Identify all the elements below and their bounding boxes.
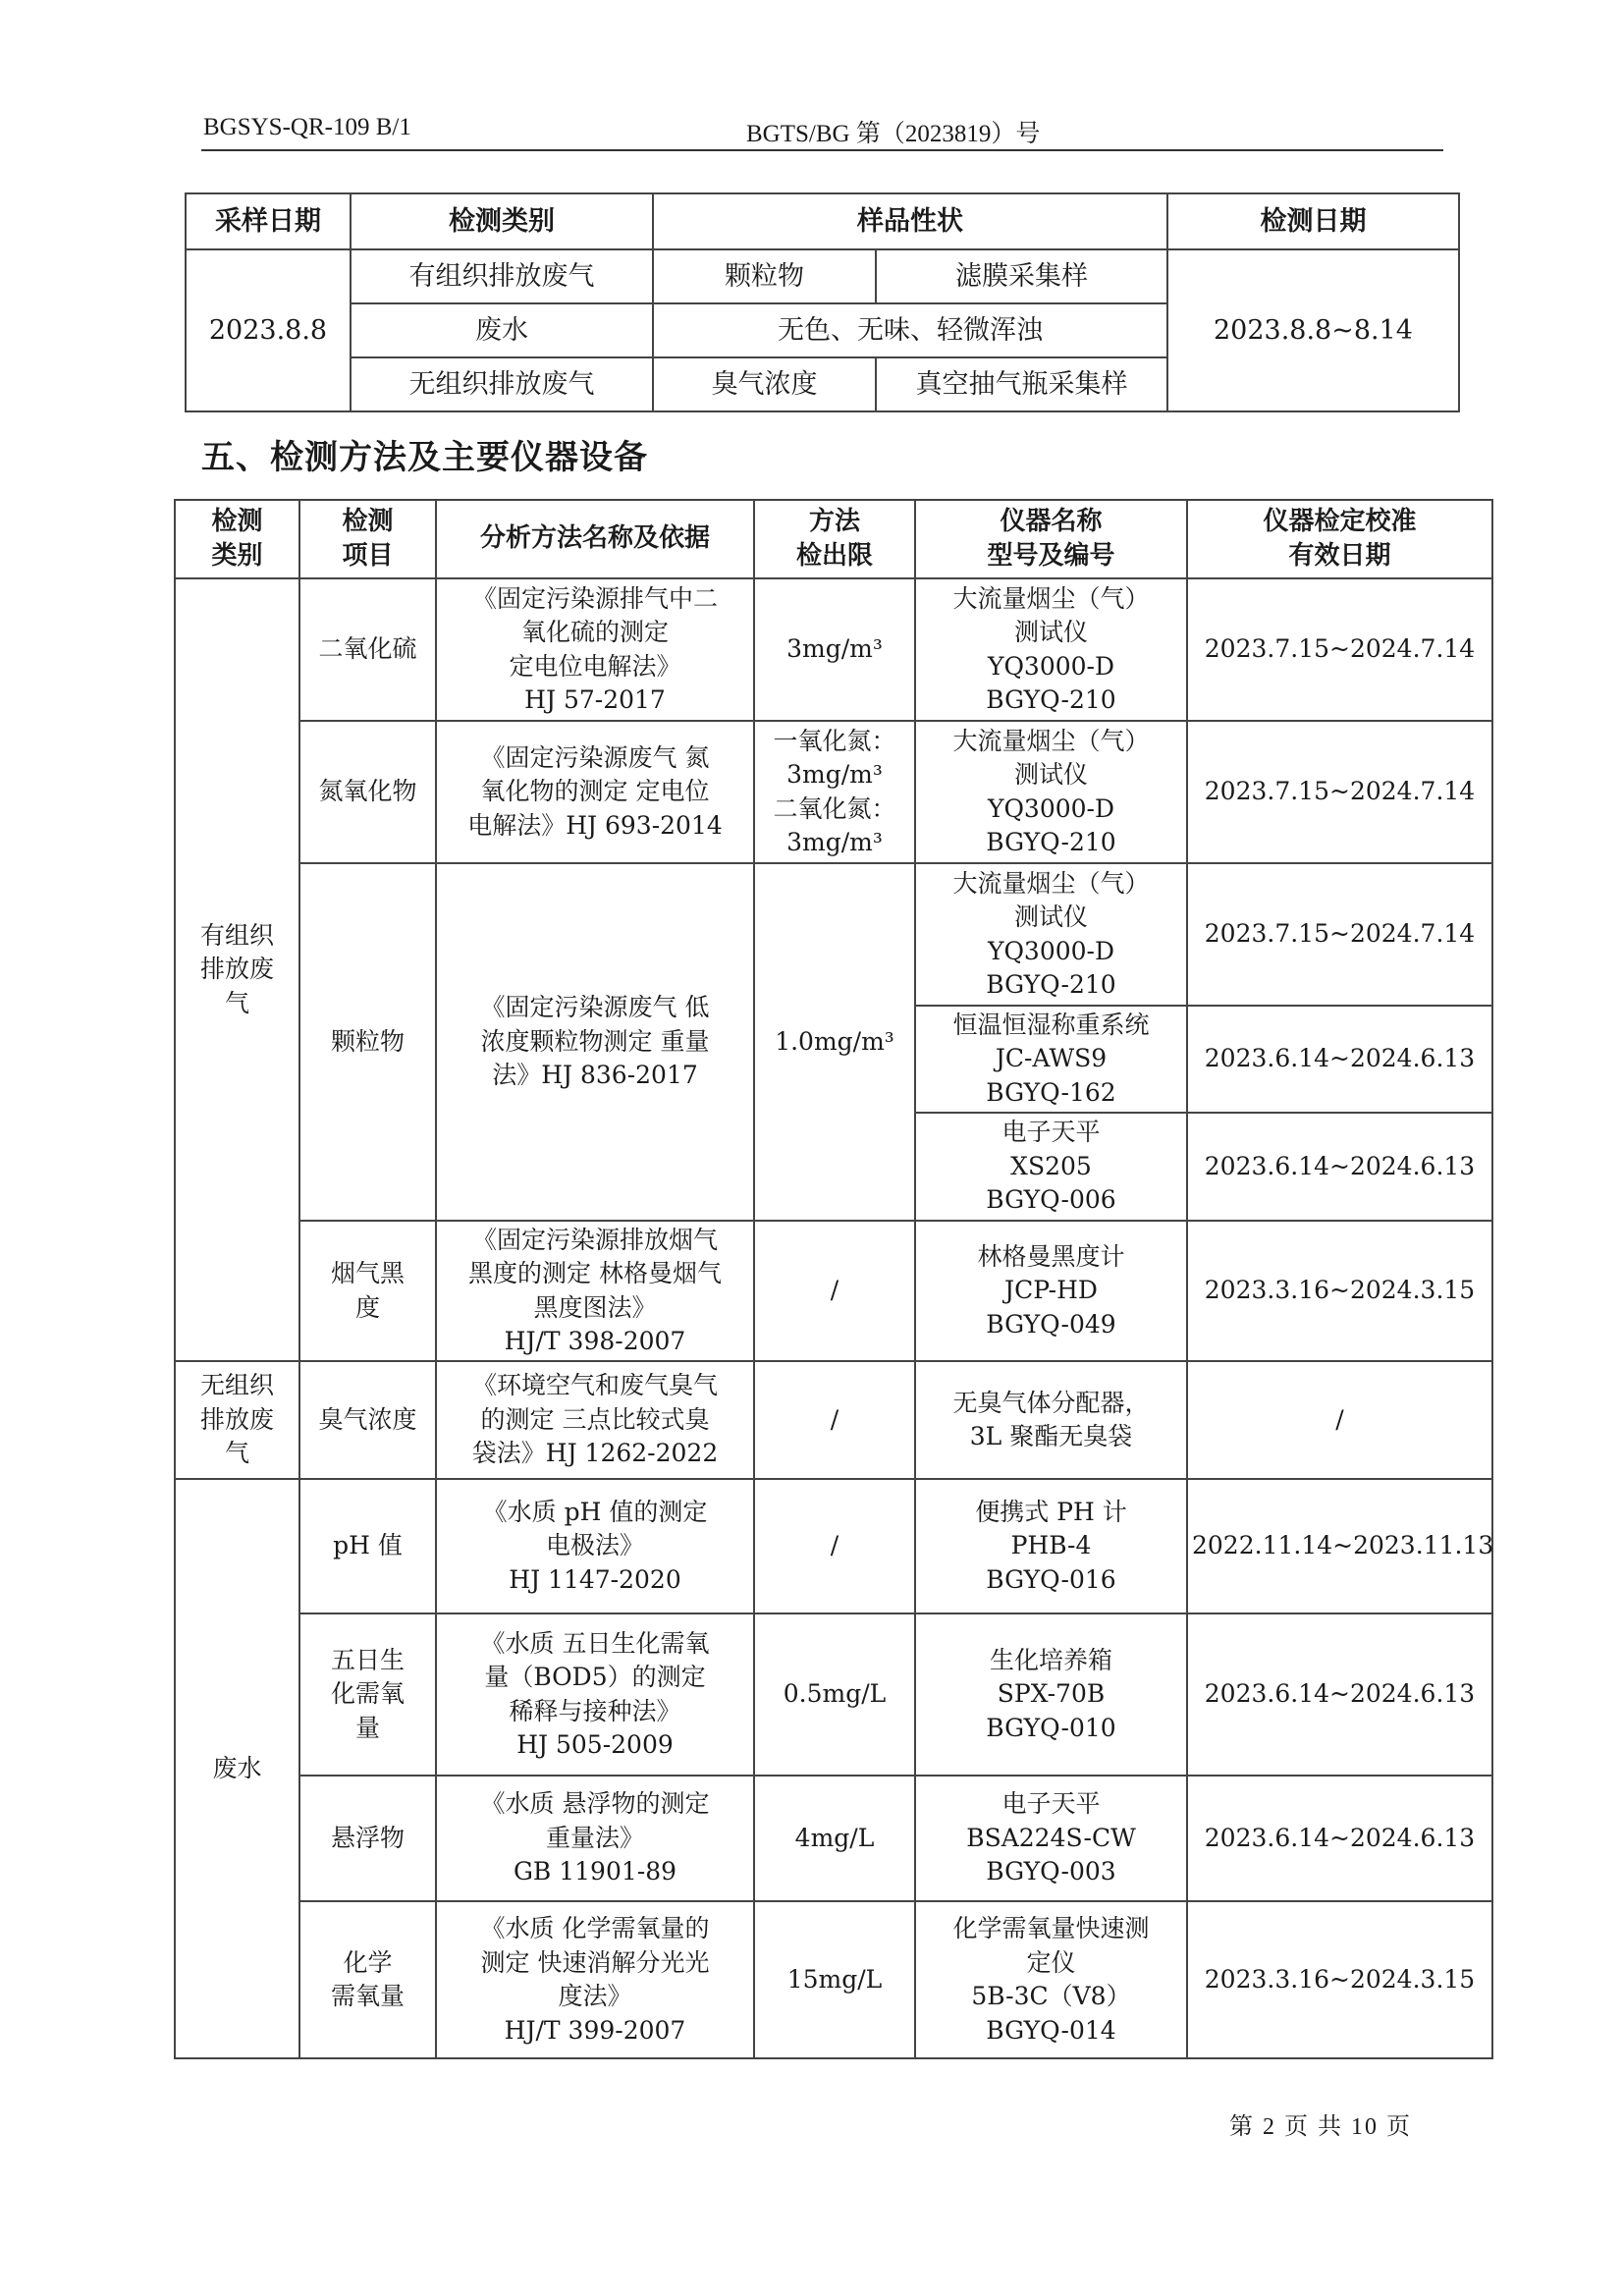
- table-row: [175, 1613, 1492, 1776]
- header-cell: 样品性状: [653, 193, 1167, 249]
- item-cell: pH 值: [299, 1479, 436, 1613]
- state-cell: 滤膜采集样: [876, 249, 1167, 303]
- sampling-table: [185, 192, 1460, 412]
- validity-cell: 2023.6.14~2024.6.13: [1187, 1776, 1492, 1901]
- header-cell: 采样日期: [186, 193, 351, 249]
- instrument-cell: 便携式 PH 计 PHB-4 BGYQ-016: [915, 1479, 1187, 1613]
- method-cell: 《水质 pH 值的测定 电极法》 HJ 1147-2020: [436, 1479, 754, 1613]
- table-row: [175, 721, 1492, 863]
- form-code: BGSYS-QR-109 B/1: [203, 114, 411, 140]
- instrument-cell: 大流量烟尘（气） 测试仪 YQ3000-D BGYQ-210: [915, 578, 1187, 721]
- item-cell: 二氧化硫: [299, 578, 436, 721]
- limit-cell: 3mg/m³: [754, 578, 915, 721]
- validity-cell: 2023.3.16~2024.3.15: [1187, 1901, 1492, 2058]
- limit-cell: /: [754, 1479, 915, 1613]
- instrument-cell: 无臭气体分配器， 3L 聚酯无臭袋: [915, 1361, 1187, 1479]
- header-cell: 仪器名称 型号及编号: [915, 500, 1187, 578]
- state-cell: 颗粒物: [653, 249, 876, 303]
- table-row: [175, 1221, 1492, 1361]
- limit-cell: /: [754, 1221, 915, 1361]
- header-cell: 方法 检出限: [754, 500, 915, 578]
- item-cell: 氮氧化物: [299, 721, 436, 863]
- method-cell: 《固定污染源排气中二 氧化硫的测定 定电位电解法》 HJ 57-2017: [436, 578, 754, 721]
- instrument-cell: 大流量烟尘（气） 测试仪 YQ3000-D BGYQ-210: [915, 863, 1187, 1006]
- table-row: [175, 578, 1492, 721]
- validity-cell: 2023.6.14~2024.6.13: [1187, 1613, 1492, 1776]
- section-title: 五、检测方法及主要仪器设备: [201, 438, 648, 477]
- instrument-cell: 大流量烟尘（气） 测试仪 YQ3000-D BGYQ-210: [915, 721, 1187, 863]
- sampling-date: 2023.8.8: [186, 249, 351, 411]
- method-cell: 《固定污染源废气 低 浓度颗粒物测定 重量 法》HJ 836-2017: [436, 863, 754, 1221]
- validity-cell: 2023.7.15~2024.7.14: [1187, 721, 1492, 863]
- table-header-row: [186, 193, 1459, 249]
- state-cell: 臭气浓度: [653, 357, 876, 411]
- item-cell: 烟气黑 度: [299, 1221, 436, 1361]
- state-cell: 无色、无味、轻微浑浊: [653, 303, 1167, 357]
- header-cell: 检测 项目: [299, 500, 436, 578]
- table-row: [175, 1361, 1492, 1479]
- instrument-cell: 电子天平 BSA224S-CW BGYQ-003: [915, 1776, 1187, 1901]
- instrument-cell: 电子天平 XS205 BGYQ-006: [915, 1113, 1187, 1221]
- table-row: [175, 863, 1492, 1006]
- limit-cell: 1.0mg/m³: [754, 863, 915, 1221]
- item-cell: 颗粒物: [299, 863, 436, 1221]
- methods-table: [174, 499, 1493, 2059]
- header-cell: 分析方法名称及依据: [436, 500, 754, 578]
- instrument-cell: 林格曼黑度计 JCP-HD BGYQ-049: [915, 1221, 1187, 1361]
- table-row: [175, 1776, 1492, 1901]
- method-cell: 《水质 化学需氧量的 测定 快速消解分光光 度法》 HJ/T 399-2007: [436, 1901, 754, 2058]
- page-header: [201, 110, 1443, 151]
- group-label: 废水: [175, 1479, 299, 2058]
- validity-cell: 2023.3.16~2024.3.15: [1187, 1221, 1492, 1361]
- item-cell: 臭气浓度: [299, 1361, 436, 1479]
- category-cell: 废水: [351, 303, 653, 357]
- instrument-cell: 化学需氧量快速测 定仪 5B-3C（V8） BGYQ-014: [915, 1901, 1187, 2058]
- header-cell: 检测 类别: [175, 500, 299, 578]
- item-cell: 化学 需氧量: [299, 1901, 436, 2058]
- header-cell: 仪器检定校准 有效日期: [1187, 500, 1492, 578]
- limit-cell: 0.5mg/L: [754, 1613, 915, 1776]
- limit-cell: 15mg/L: [754, 1901, 915, 2058]
- limit-cell: 4mg/L: [754, 1776, 915, 1901]
- instrument-cell: 恒温恒湿称重系统 JC-AWS9 BGYQ-162: [915, 1006, 1187, 1113]
- method-cell: 《水质 五日生化需氧 量（BOD5）的测定 稀释与接种法》 HJ 505-2009: [436, 1613, 754, 1776]
- table-row: [175, 1479, 1492, 1613]
- state-cell: 真空抽气瓶采集样: [876, 357, 1167, 411]
- category-cell: 有组织排放废气: [351, 249, 653, 303]
- header-cell: 检测日期: [1167, 193, 1459, 249]
- table-row: [186, 249, 1459, 303]
- item-cell: 五日生 化需氧 量: [299, 1613, 436, 1776]
- validity-cell: /: [1187, 1361, 1492, 1479]
- validity-cell: 2023.7.15~2024.7.14: [1187, 863, 1492, 1006]
- method-cell: 《固定污染源排放烟气 黑度的测定 林格曼烟气 黑度图法》 HJ/T 398-2007: [436, 1221, 754, 1361]
- method-cell: 《水质 悬浮物的测定 重量法》 GB 11901-89: [436, 1776, 754, 1901]
- method-cell: 《环境空气和废气臭气 的测定 三点比较式臭 袋法》HJ 1262-2022: [436, 1361, 754, 1479]
- group-label: 有组织 排放废 气: [175, 578, 299, 1361]
- header-cell: 检测类别: [351, 193, 653, 249]
- validity-cell: 2023.7.15~2024.7.14: [1187, 578, 1492, 721]
- page-number: 第 2 页 共 10 页: [1229, 2114, 1412, 2140]
- method-cell: 《固定污染源废气 氮 氧化物的测定 定电位 电解法》HJ 693-2014: [436, 721, 754, 863]
- limit-cell: /: [754, 1361, 915, 1479]
- table-row: [175, 1901, 1492, 2058]
- limit-cell: 一氧化氮： 3mg/m³ 二氧化氮： 3mg/m³: [754, 721, 915, 863]
- instrument-cell: 生化培养箱 SPX-70B BGYQ-010: [915, 1613, 1187, 1776]
- table-header-row: [175, 500, 1492, 578]
- test-date: 2023.8.8~8.14: [1167, 249, 1459, 411]
- validity-cell: 2023.6.14~2024.6.13: [1187, 1006, 1492, 1113]
- validity-cell: 2022.11.14~2023.11.13: [1187, 1479, 1492, 1613]
- validity-cell: 2023.6.14~2024.6.13: [1187, 1113, 1492, 1221]
- group-label: 无组织 排放废 气: [175, 1361, 299, 1479]
- report-number: BGTS/BG 第（2023819）号: [746, 121, 1041, 147]
- category-cell: 无组织排放废气: [351, 357, 653, 411]
- item-cell: 悬浮物: [299, 1776, 436, 1901]
